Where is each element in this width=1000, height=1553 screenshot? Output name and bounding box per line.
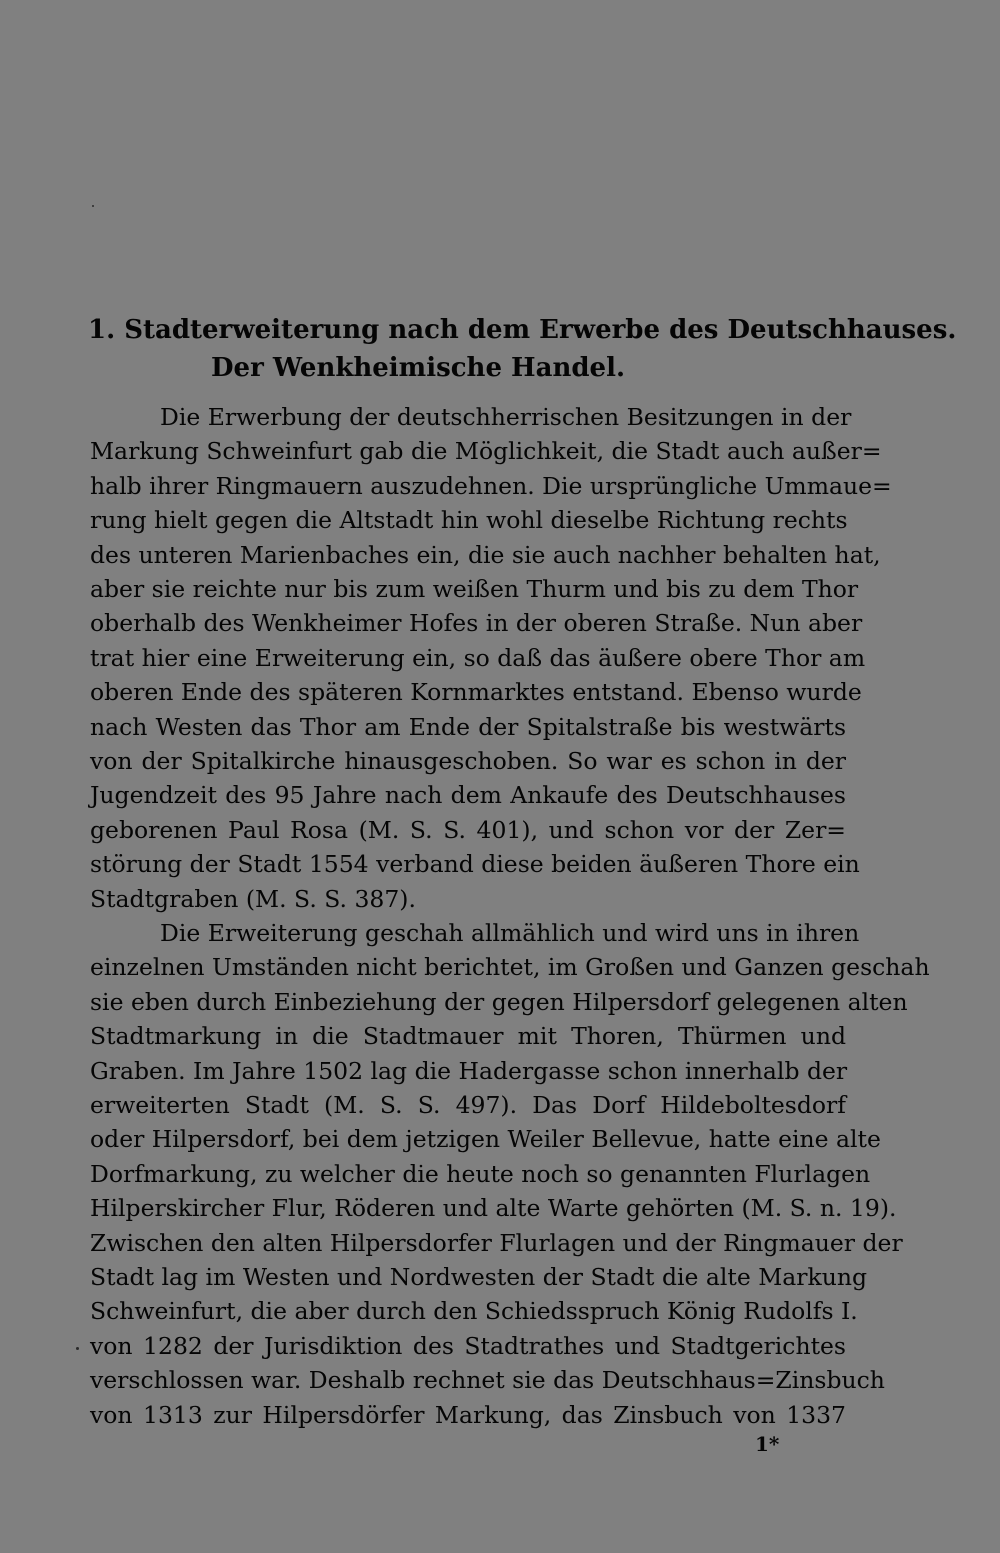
page-number: 1*: [755, 1432, 780, 1456]
text-line: Dorfmarkung, zu welcher die heute noch so genannten Flurlagen: [90, 1159, 871, 1188]
text-line: Hilperskircher Flur, Röderen und alte Warte gehörten (M. S. n. 19).: [90, 1194, 897, 1223]
text-line: Graben. Im Jahre 1502 lag die Hadergasse schon innerhalb der: [90, 1056, 848, 1085]
section-subheading: Der Wenkheimische Handel.: [210, 353, 626, 383]
text-line: nach Westen das Thor am Ende der Spitalstraße bis westwärts: [90, 712, 846, 741]
text-line: von 1282 der Jurisdiktion des Stadtrathes und Stadtgerichtes: [90, 1331, 846, 1360]
section-heading: 1. Stadterweiterung nach dem Erwerbe des Deutschhauses.: [88, 315, 957, 345]
text-line: von 1313 zur Hilpersdörfer Markung, das Zinsbuch von 1337: [90, 1400, 846, 1429]
text-line: von der Spitalkirche hinausgeschoben. So war es schon in der: [90, 747, 846, 775]
text-line: verschlossen war. Deshalb rechnet sie das Deutschhaus=Zinsbuch: [90, 1366, 885, 1395]
text-line: Markung Schweinfurt gab die Möglichkeit, die Stadt auch außer=: [90, 437, 882, 466]
text-line: Stadtmarkung in die Stadtmauer mit Thoren, Thürmen und: [90, 1022, 846, 1051]
text-line: halb ihrer Ringmauern auszudehnen. Die ursprüngliche Ummaue=: [90, 471, 892, 500]
scan-speck: [76, 1347, 79, 1350]
text-line: des unteren Marienbaches ein, die sie auch nachher behalten hat,: [90, 540, 881, 569]
text-line: oder Hilpersdorf, bei dem jetzigen Weiler Bellevue, hatte eine alte: [90, 1125, 881, 1154]
text-line: Schweinfurt, die aber durch den Schiedsspruch König Rudolfs I.: [90, 1297, 858, 1326]
text-line: einzelnen Umständen nicht berichtet, im Großen und Ganzen geschah: [90, 953, 930, 982]
text-line: aber sie reichte nur bis zum weißen Thurm und bis zu dem Thor: [90, 575, 859, 603]
text-line: Stadt lag im Westen und Nordwesten der Stadt die alte Markung: [90, 1263, 868, 1291]
text-line: Die Erweiterung geschah allmählich und wird uns in ihren: [160, 919, 860, 947]
text-line: geborenen Paul Rosa (M. S. S. 401), und schon vor der Zer=: [90, 815, 846, 844]
scan-speck: [92, 205, 94, 207]
text-line: trat hier eine Erweiterung ein, so daß das äußere obere Thor am: [90, 643, 866, 672]
text-line: sie eben durch Einbeziehung der gegen Hilpersdorf gelegenen alten: [90, 987, 908, 1016]
text-line: Zwischen den alten Hilpersdorfer Flurlagen und der Ringmauer der: [90, 1228, 903, 1257]
text-line: oberen Ende des späteren Kornmarktes entstand. Ebenso wurde: [90, 678, 862, 707]
text-line: Die Erwerbung der deutschherrischen Besitzungen in der: [160, 403, 852, 431]
text-line: störung der Stadt 1554 verband diese beiden äußeren Thore ein: [90, 850, 860, 879]
text-line: oberhalb des Wenkheimer Hofes in der oberen Straße. Nun aber: [90, 609, 863, 638]
text-line: rung hielt gegen die Altstadt hin wohl dieselbe Richtung rechts: [90, 506, 848, 535]
text-line: erweiterten Stadt (M. S. S. 497). Das Dorf Hildeboltesdorf: [90, 1091, 846, 1119]
text-line: Stadtgraben (M. S. S. 387).: [90, 884, 416, 913]
text-line: Jugendzeit des 95 Jahre nach dem Ankaufe des Deutschhauses: [90, 781, 846, 810]
